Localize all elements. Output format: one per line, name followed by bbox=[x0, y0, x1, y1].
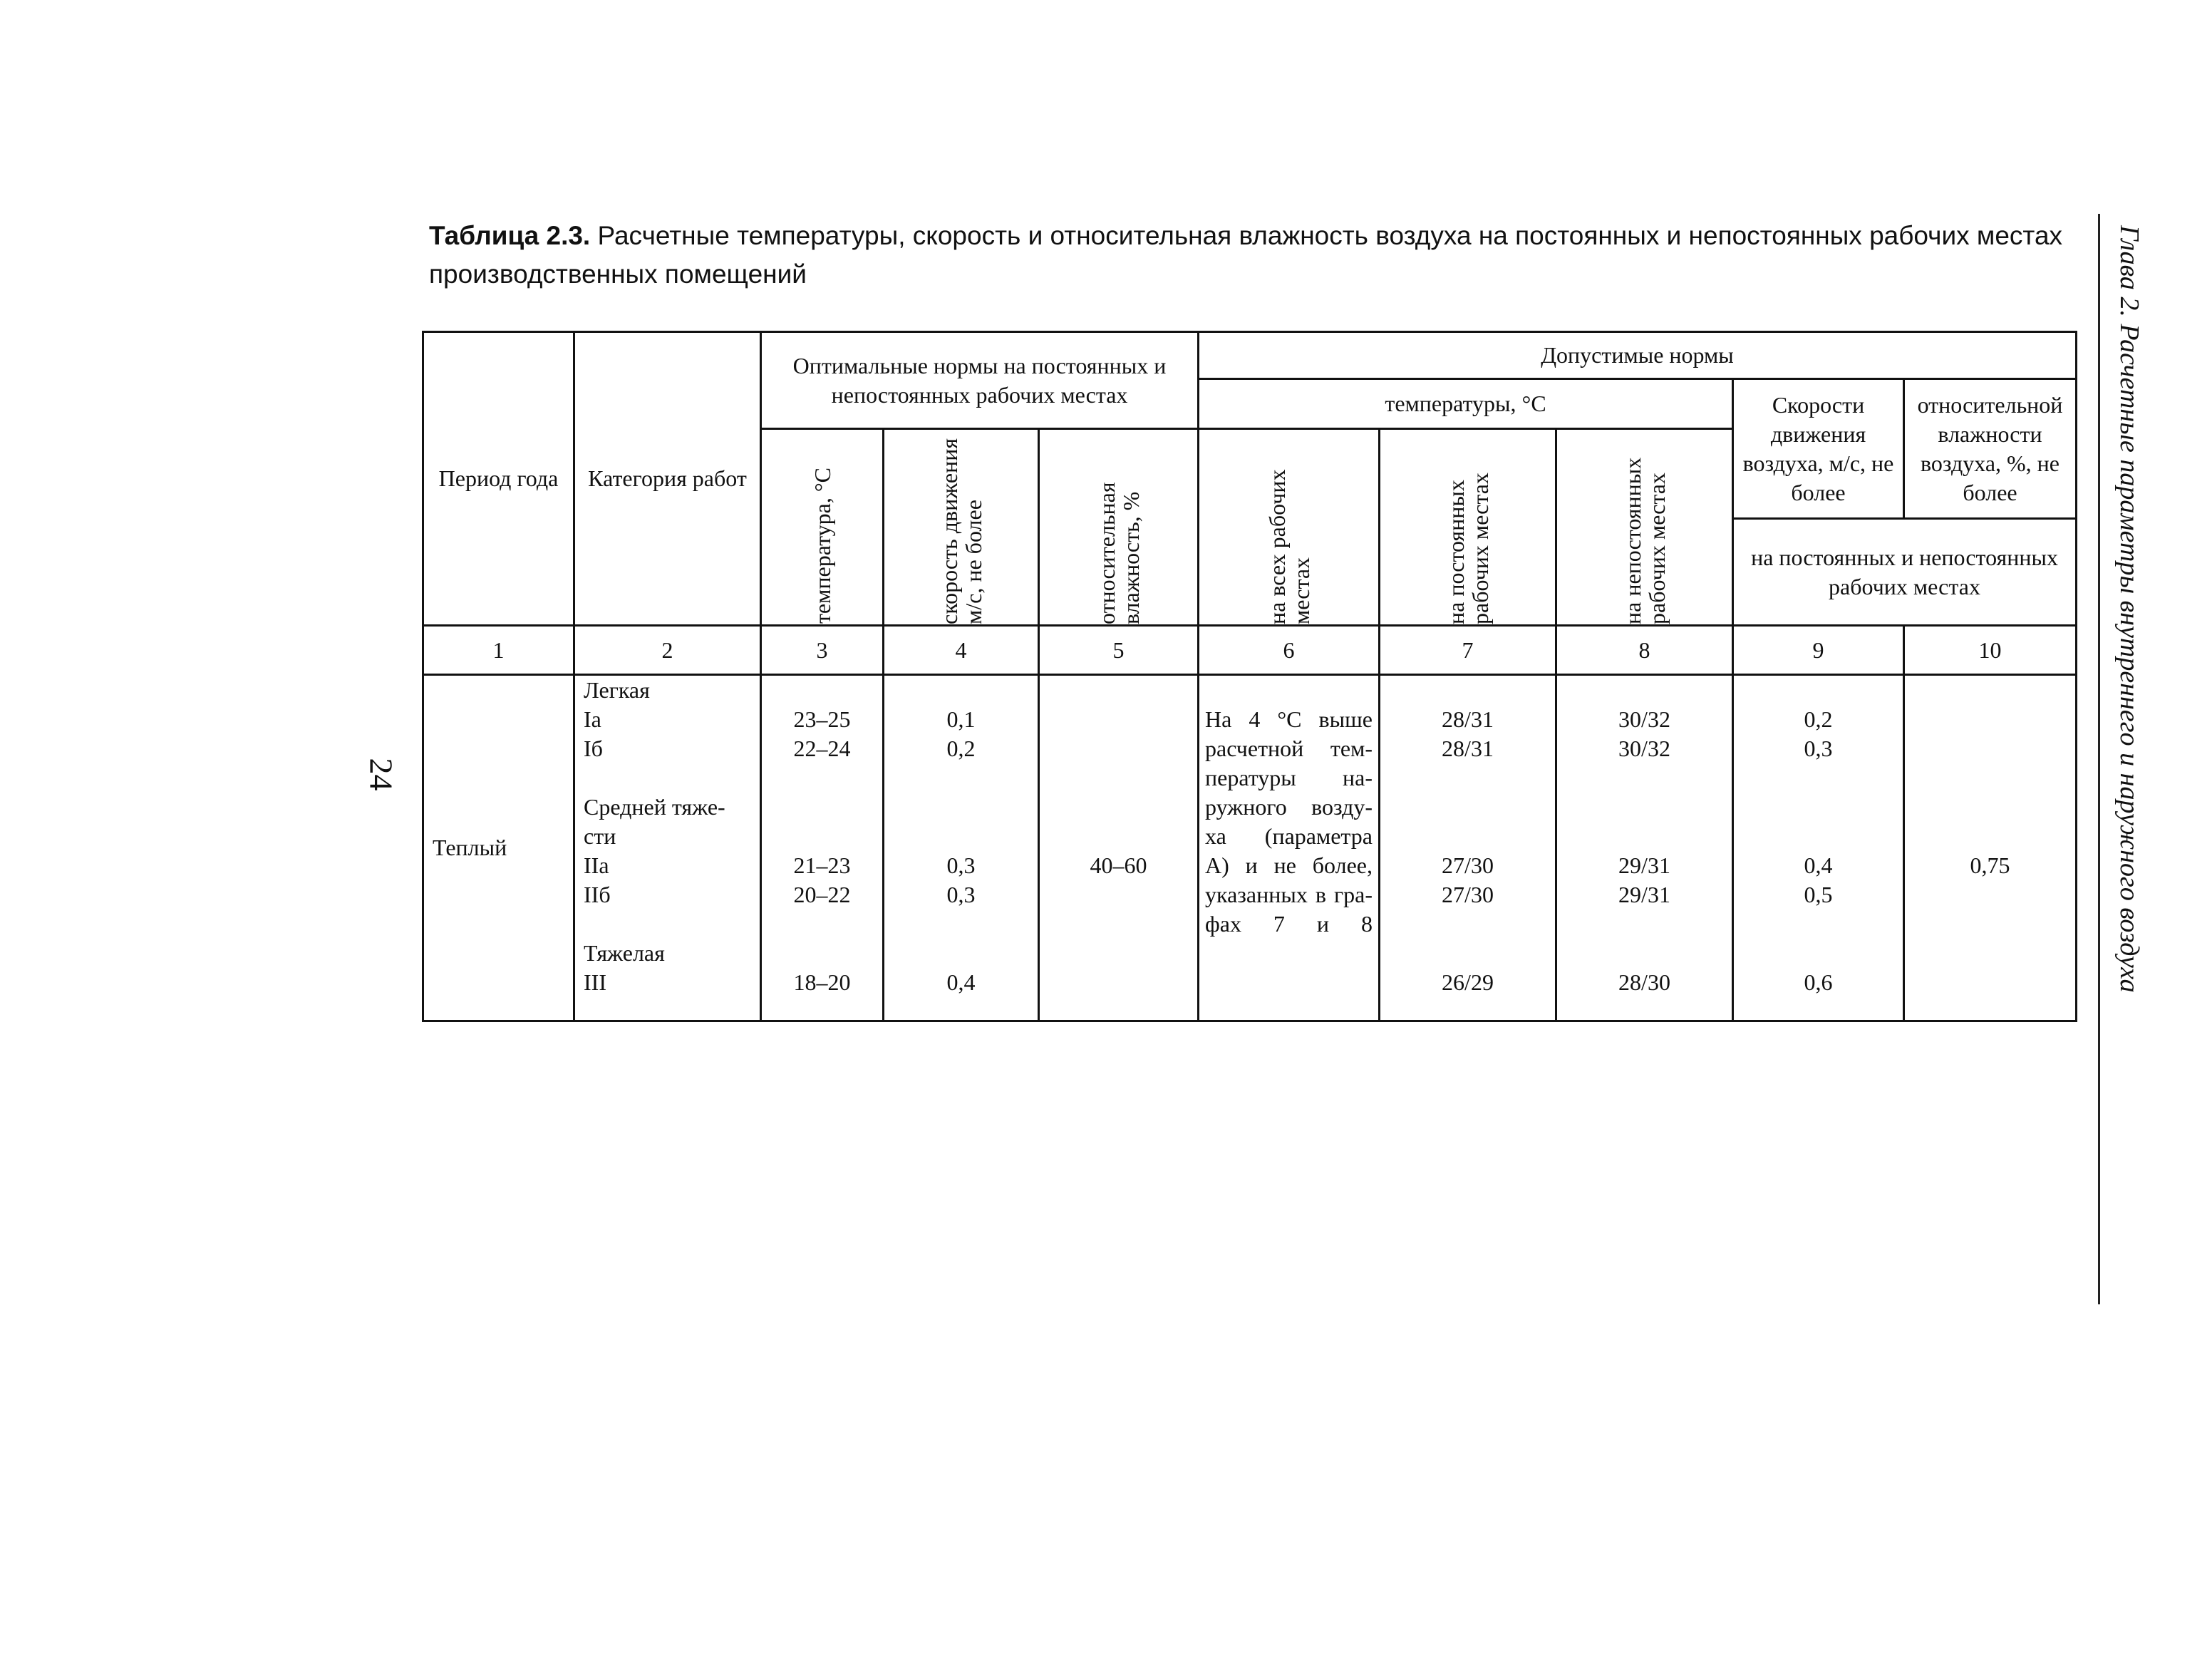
cell-line: 27/30 bbox=[1442, 882, 1494, 907]
cell-line: 28/31 bbox=[1442, 736, 1494, 761]
cell-line: 18–20 bbox=[793, 969, 851, 995]
header-permanent: на постоянных рабочих местах bbox=[1380, 429, 1556, 626]
cell-line bbox=[884, 793, 1038, 822]
cell-line bbox=[1040, 880, 1197, 909]
cell-line bbox=[1040, 822, 1197, 851]
cell-line: 28/31 bbox=[1442, 706, 1494, 732]
cell-line bbox=[1905, 880, 2075, 909]
column-number: 8 bbox=[1556, 626, 1733, 675]
cell-line bbox=[1040, 763, 1197, 793]
column-number: 10 bbox=[1904, 626, 2077, 675]
column-number: 3 bbox=[761, 626, 884, 675]
cell-line: фах 7 и 8 bbox=[1205, 911, 1373, 937]
column-number: 6 bbox=[1199, 626, 1380, 675]
column-number: 1 bbox=[423, 626, 574, 675]
cell-line bbox=[762, 909, 882, 939]
nonpermanent-cell bbox=[1556, 675, 1733, 1021]
period-cell: Теплый bbox=[423, 675, 574, 1021]
cell-line: 0,2 bbox=[946, 736, 976, 761]
cell-line: 0,3 bbox=[946, 882, 976, 907]
caption-text: Расчетные температуры, скорость и относительная влажность воздуха на постоянных и непостоянных рабочих местах производственных помещений bbox=[429, 221, 2063, 289]
cell-line bbox=[1040, 939, 1197, 968]
cell-line bbox=[1557, 939, 1732, 968]
cell-line bbox=[1380, 676, 1555, 705]
header-category: Категория работ bbox=[574, 332, 761, 626]
cell-line: 23–25 bbox=[793, 706, 851, 732]
cell-line bbox=[1199, 939, 1378, 968]
column-number: 2 bbox=[574, 626, 761, 675]
cell-line: 28/30 bbox=[1618, 969, 1670, 995]
cell-line bbox=[1040, 676, 1197, 705]
running-head: Глава 2. Расчетные параметры внутреннего и наружного воздуха bbox=[2114, 225, 2144, 993]
opt-temp-cell bbox=[761, 675, 884, 1021]
cell-line bbox=[1905, 676, 2075, 705]
cell-line: IIб bbox=[584, 882, 611, 907]
cell-line: ха (параметра bbox=[1205, 823, 1373, 849]
column-number: 5 bbox=[1039, 626, 1199, 675]
cell-line: 40–60 bbox=[1090, 852, 1147, 878]
cell-line bbox=[1380, 822, 1555, 851]
header-humidity: относительной влажности воздуха, %, не более bbox=[1904, 379, 2077, 519]
cell-line: Iа bbox=[584, 706, 601, 732]
cell-line: 21–23 bbox=[793, 852, 851, 878]
header-opt-humidity: относительная влажность, % bbox=[1039, 429, 1199, 626]
cell-line: расчетной тем- bbox=[1205, 736, 1373, 761]
header-both-places: на постоянных и непостоянных рабочих местах bbox=[1733, 519, 2077, 626]
cell-line: 0,2 bbox=[1804, 706, 1833, 732]
header-allowed: Допустимые нормы bbox=[1199, 332, 2077, 379]
cell-line bbox=[1905, 793, 2075, 822]
cell-line bbox=[1557, 763, 1732, 793]
cell-line bbox=[1734, 909, 1903, 939]
cell-line bbox=[1557, 822, 1732, 851]
cell-line bbox=[1905, 734, 2075, 763]
cell-line: На 4 °С выше bbox=[1205, 706, 1373, 732]
cell-line bbox=[584, 763, 760, 793]
cell-line: 0,6 bbox=[1804, 969, 1833, 995]
cell-line: Легкая bbox=[584, 677, 650, 703]
cell-line bbox=[1380, 763, 1555, 793]
cell-line bbox=[884, 763, 1038, 793]
cell-line bbox=[1380, 939, 1555, 968]
cell-line: пературы на- bbox=[1205, 765, 1373, 790]
cell-line bbox=[1905, 763, 2075, 793]
header-nonpermanent: на непостоянных рабочих местах bbox=[1556, 429, 1733, 626]
table-caption bbox=[429, 217, 2082, 294]
cell-line: 29/31 bbox=[1618, 882, 1670, 907]
norms-table bbox=[422, 331, 2077, 1022]
cell-line: Средней тяже- bbox=[584, 794, 725, 820]
cell-line: 0,3 bbox=[1804, 736, 1833, 761]
page-number: 24 bbox=[363, 758, 400, 791]
cell-line bbox=[762, 676, 882, 705]
cell-line: 27/30 bbox=[1442, 852, 1494, 878]
cell-line bbox=[1905, 705, 2075, 734]
cell-line: 0,75 bbox=[1970, 852, 2010, 878]
cell-line bbox=[884, 676, 1038, 705]
cell-line bbox=[1905, 822, 2075, 851]
header-speed: Скорости движения воздуха, м/с, не более bbox=[1733, 379, 1904, 519]
cell-line bbox=[584, 909, 760, 939]
cell-line bbox=[1905, 968, 2075, 997]
header-temperatures: температуры, °С bbox=[1199, 379, 1733, 429]
caption-label: Таблица 2.3. bbox=[429, 221, 591, 250]
header-opt-temp: температура, °С bbox=[761, 429, 884, 626]
cell-line bbox=[1905, 909, 2075, 939]
cell-line bbox=[762, 822, 882, 851]
all-places-cell bbox=[1199, 675, 1380, 1021]
column-number: 4 bbox=[884, 626, 1039, 675]
category-cell bbox=[574, 675, 761, 1021]
cell-line bbox=[884, 939, 1038, 968]
cell-line: указанных в гра- bbox=[1205, 882, 1373, 907]
cell-line bbox=[1040, 909, 1197, 939]
cell-line: Iб bbox=[584, 736, 603, 761]
cell-line bbox=[884, 909, 1038, 939]
cell-line: 30/32 bbox=[1618, 736, 1670, 761]
cell-line bbox=[1199, 676, 1378, 705]
permanent-cell bbox=[1380, 675, 1556, 1021]
cell-line bbox=[1040, 793, 1197, 822]
cell-line bbox=[1199, 968, 1378, 997]
cell-line bbox=[1557, 909, 1732, 939]
cell-line bbox=[1734, 763, 1903, 793]
cell-line bbox=[1734, 939, 1903, 968]
cell-line: 0,3 bbox=[946, 852, 976, 878]
column-number: 7 bbox=[1380, 626, 1556, 675]
cell-line bbox=[1040, 968, 1197, 997]
cell-line bbox=[1040, 734, 1197, 763]
cell-line bbox=[1557, 676, 1732, 705]
cell-line: IIа bbox=[584, 852, 609, 878]
cell-line bbox=[1734, 676, 1903, 705]
cell-line: 0,4 bbox=[946, 969, 976, 995]
opt-speed-cell bbox=[884, 675, 1039, 1021]
table-row bbox=[423, 675, 2077, 1021]
opt-humidity-cell bbox=[1039, 675, 1199, 1021]
running-head-rule bbox=[2098, 214, 2100, 1304]
speed-cell bbox=[1733, 675, 1904, 1021]
header-opt-speed: скорость движения м/с, не более bbox=[884, 429, 1039, 626]
cell-line: 30/32 bbox=[1618, 706, 1670, 732]
cell-line: 29/31 bbox=[1618, 852, 1670, 878]
header-optimal: Оптимальные нормы на постоянных и непостоянных рабочих местах bbox=[761, 332, 1199, 429]
cell-line bbox=[1734, 822, 1903, 851]
header-all-places: на всех рабочих местах bbox=[1199, 429, 1380, 626]
cell-line: 0,4 bbox=[1804, 852, 1833, 878]
cell-line bbox=[1734, 793, 1903, 822]
cell-line: 20–22 bbox=[793, 882, 851, 907]
cell-line: III bbox=[584, 969, 606, 995]
cell-line: Тяжелая bbox=[584, 940, 665, 966]
cell-line: сти bbox=[584, 823, 616, 849]
cell-line: 0,1 bbox=[946, 706, 976, 732]
cell-line bbox=[1380, 793, 1555, 822]
column-number-row bbox=[423, 626, 2077, 675]
cell-line bbox=[1905, 939, 2075, 968]
cell-line bbox=[762, 793, 882, 822]
header-period: Период года bbox=[423, 332, 574, 626]
humidity-cell bbox=[1904, 675, 2077, 1021]
cell-line bbox=[1557, 793, 1732, 822]
cell-line bbox=[762, 763, 882, 793]
cell-line: 26/29 bbox=[1442, 969, 1494, 995]
cell-line: 0,5 bbox=[1804, 882, 1833, 907]
cell-line bbox=[762, 939, 882, 968]
column-number: 9 bbox=[1733, 626, 1904, 675]
cell-line: А) и не более, bbox=[1205, 852, 1373, 878]
cell-line bbox=[1380, 909, 1555, 939]
cell-line: ружного возду- bbox=[1205, 794, 1373, 820]
cell-line: 22–24 bbox=[793, 736, 851, 761]
cell-line bbox=[1040, 705, 1197, 734]
cell-line bbox=[884, 822, 1038, 851]
